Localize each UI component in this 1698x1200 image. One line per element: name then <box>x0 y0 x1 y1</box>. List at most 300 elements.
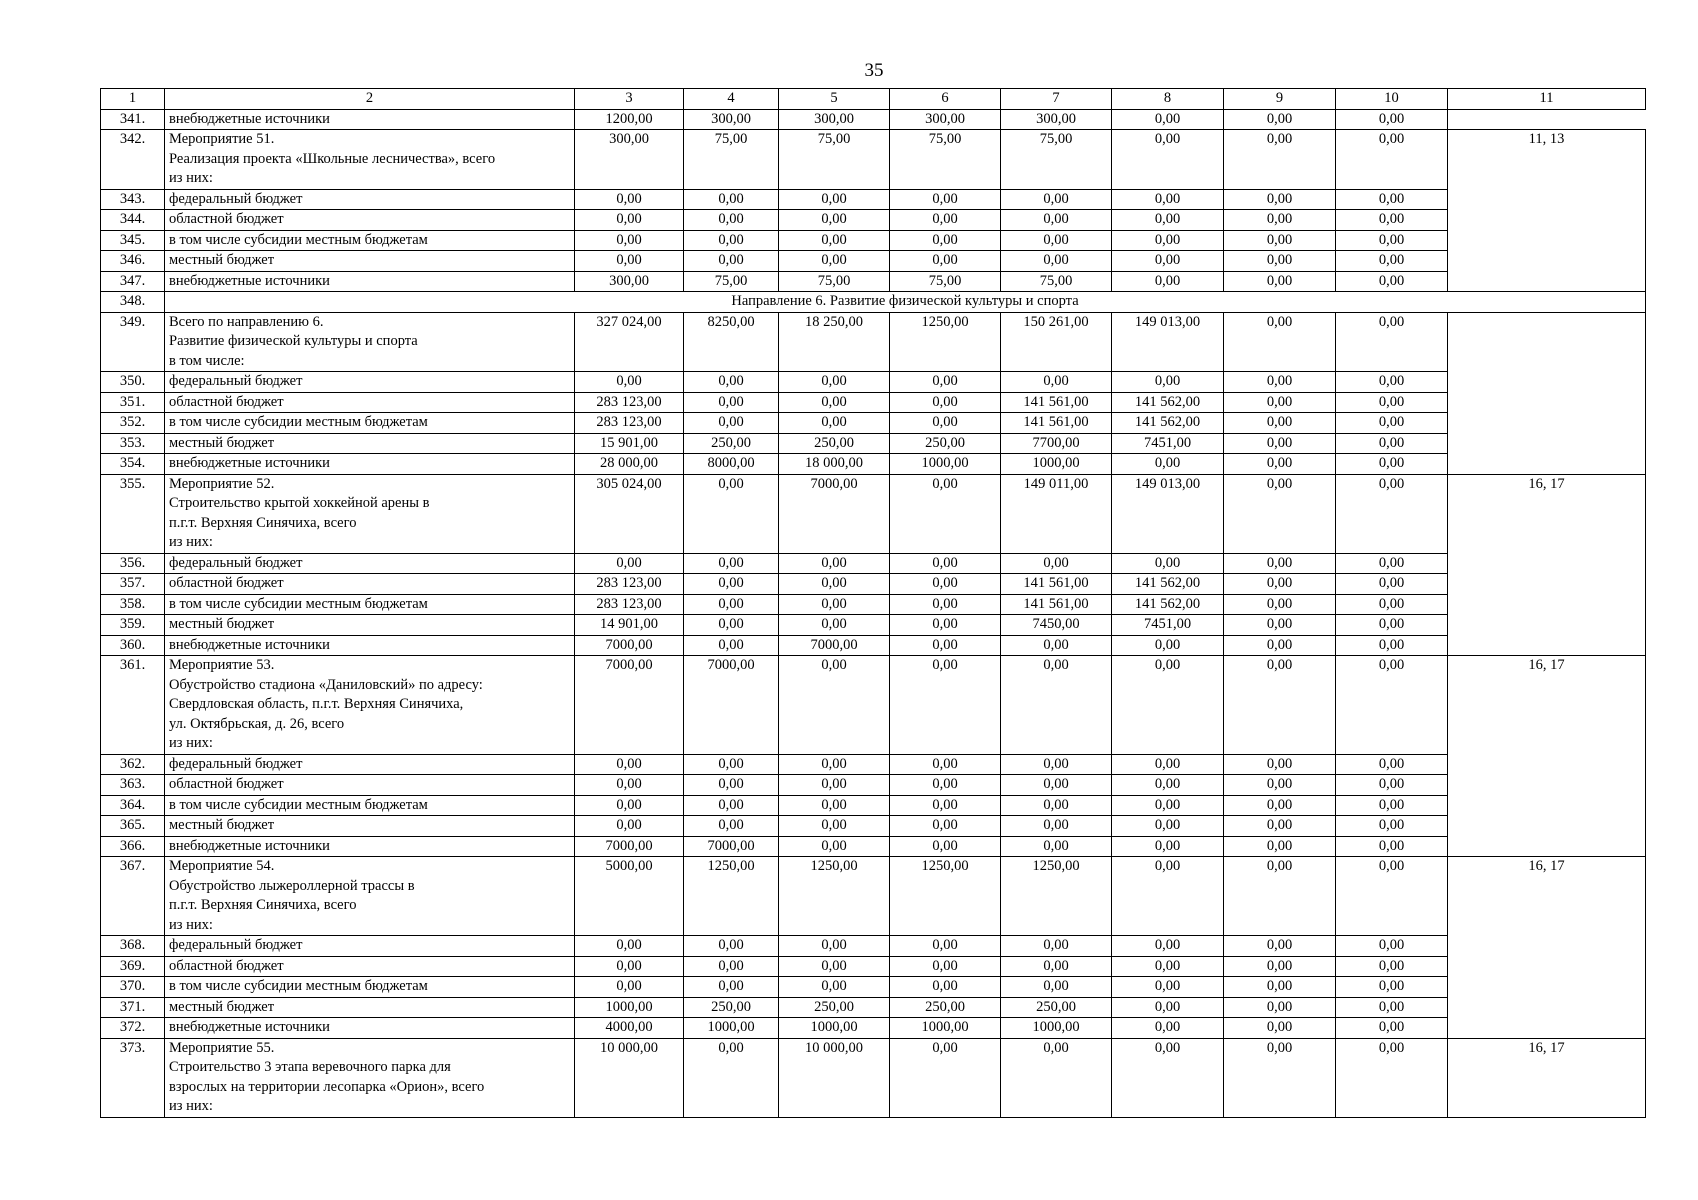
value-cell: 28 000,00 <box>575 454 684 475</box>
value-cell: 0,00 <box>575 754 684 775</box>
value-cell: 0,00 <box>1224 251 1336 272</box>
table-row <box>101 956 1646 977</box>
row-number: 359. <box>101 615 165 636</box>
row-name <box>165 433 575 454</box>
row-number: 346. <box>101 251 165 272</box>
value-cell: 1250,00 <box>779 857 890 936</box>
value-cell: 0,00 <box>1112 1018 1224 1039</box>
value-cell: 0,00 <box>1001 775 1112 796</box>
table-row <box>101 433 1646 454</box>
value-cell: 0,00 <box>1001 372 1112 393</box>
value-cell: 18 000,00 <box>779 454 890 475</box>
value-cell: 0,00 <box>1224 210 1336 231</box>
value-cell: 283 123,00 <box>575 594 684 615</box>
value-cell: 0,00 <box>1112 754 1224 775</box>
value-cell: 1000,00 <box>779 1018 890 1039</box>
table-row <box>101 615 1646 636</box>
value-cell: 0,00 <box>1112 553 1224 574</box>
value-cell: 0,00 <box>890 474 1001 553</box>
value-cell: 0,00 <box>575 189 684 210</box>
value-cell: 0,00 <box>890 392 1001 413</box>
value-cell: 149 013,00 <box>1112 474 1224 553</box>
table-row <box>101 656 1646 755</box>
row-number: 347. <box>101 271 165 292</box>
value-cell: 0,00 <box>1224 977 1336 998</box>
row-name-line: Реализация проекта «Школьные лесничества», всего <box>169 150 496 167</box>
value-cell: 0,00 <box>684 372 779 393</box>
value-cell: 0,00 <box>1336 433 1448 454</box>
row-name <box>165 130 575 190</box>
column-header: 10 <box>1336 89 1448 110</box>
value-cell: 7000,00 <box>575 656 684 755</box>
row-name <box>165 189 575 210</box>
value-cell: 0,00 <box>1001 1038 1112 1117</box>
value-cell: 0,00 <box>1112 109 1224 130</box>
value-cell: 0,00 <box>1112 795 1224 816</box>
value-cell: 0,00 <box>684 816 779 837</box>
value-cell: 0,00 <box>1336 754 1448 775</box>
row-name-line: федеральный бюджет <box>169 554 303 571</box>
value-cell: 75,00 <box>890 271 1001 292</box>
value-cell: 0,00 <box>1224 474 1336 553</box>
table-row <box>101 454 1646 475</box>
value-cell: 0,00 <box>779 775 890 796</box>
value-cell: 0,00 <box>684 392 779 413</box>
row-name-line: местный бюджет <box>169 434 275 451</box>
value-cell: 0,00 <box>1112 210 1224 231</box>
value-cell: 305 024,00 <box>575 474 684 553</box>
row-name-line: Мероприятие 52. <box>169 475 275 492</box>
value-cell: 0,00 <box>1112 271 1224 292</box>
row-number: 361. <box>101 656 165 755</box>
value-cell: 0,00 <box>890 836 1001 857</box>
row-name <box>165 977 575 998</box>
value-cell: 0,00 <box>779 956 890 977</box>
value-cell: 0,00 <box>1224 656 1336 755</box>
row-name-line: Мероприятие 53. <box>169 657 275 673</box>
value-cell: 0,00 <box>779 251 890 272</box>
value-cell: 0,00 <box>890 936 1001 957</box>
value-cell: 0,00 <box>890 574 1001 595</box>
value-cell: 1000,00 <box>684 1018 779 1039</box>
value-cell: 1250,00 <box>684 857 779 936</box>
column-header: 6 <box>890 89 1001 110</box>
direction-row <box>101 292 1646 313</box>
row-name-line: федеральный бюджет <box>169 373 303 389</box>
value-cell: 0,00 <box>1112 775 1224 796</box>
value-cell: 0,00 <box>684 635 779 656</box>
value-cell: 7700,00 <box>1001 433 1112 454</box>
value-cell: 283 123,00 <box>575 413 684 434</box>
value-cell: 0,00 <box>890 656 1001 755</box>
column-header: 2 <box>165 89 575 110</box>
row-name <box>165 857 575 936</box>
target-indicator-cell: 16, 17 <box>1448 656 1646 857</box>
value-cell: 0,00 <box>1112 251 1224 272</box>
value-cell: 0,00 <box>1336 936 1448 957</box>
row-name-line: внебюджетные источники <box>169 272 330 289</box>
value-cell: 0,00 <box>1224 372 1336 393</box>
value-cell: 0,00 <box>1224 189 1336 210</box>
row-name-line: из них: <box>169 534 213 550</box>
row-number: 358. <box>101 594 165 615</box>
row-name-line: ул. Октябрьская, д. 26, всего <box>169 715 345 732</box>
row-number: 364. <box>101 795 165 816</box>
row-name-line: федеральный бюджет <box>169 755 303 772</box>
row-number: 354. <box>101 454 165 475</box>
value-cell: 300,00 <box>684 109 779 130</box>
row-number: 370. <box>101 977 165 998</box>
value-cell: 7451,00 <box>1112 433 1224 454</box>
row-number: 350. <box>101 372 165 393</box>
value-cell: 0,00 <box>1224 433 1336 454</box>
value-cell: 0,00 <box>684 251 779 272</box>
value-cell: 0,00 <box>1001 635 1112 656</box>
value-cell: 0,00 <box>1224 816 1336 837</box>
value-cell: 0,00 <box>1001 553 1112 574</box>
value-cell: 0,00 <box>1336 615 1448 636</box>
column-header: 8 <box>1112 89 1224 110</box>
value-cell: 283 123,00 <box>575 574 684 595</box>
target-indicator-cell: 11, 13 <box>1448 130 1646 292</box>
row-number: 366. <box>101 836 165 857</box>
value-cell: 0,00 <box>1336 775 1448 796</box>
row-name <box>165 312 575 372</box>
table-row <box>101 816 1646 837</box>
value-cell: 1200,00 <box>575 109 684 130</box>
value-cell: 250,00 <box>890 997 1001 1018</box>
table-row <box>101 936 1646 957</box>
value-cell: 0,00 <box>575 936 684 957</box>
value-cell: 0,00 <box>779 230 890 251</box>
table-row <box>101 1038 1646 1117</box>
column-header: 3 <box>575 89 684 110</box>
value-cell: 0,00 <box>1112 372 1224 393</box>
row-name-line: из них: <box>169 916 213 933</box>
column-header: 4 <box>684 89 779 110</box>
value-cell: 0,00 <box>779 977 890 998</box>
row-number: 360. <box>101 635 165 656</box>
row-name-line: п.г.т. Верхняя Синячиха, всего <box>169 897 357 913</box>
value-cell: 7451,00 <box>1112 615 1224 636</box>
value-cell: 0,00 <box>1224 594 1336 615</box>
value-cell: 0,00 <box>1112 857 1224 936</box>
value-cell: 0,00 <box>1336 271 1448 292</box>
row-name <box>165 210 575 231</box>
value-cell: 0,00 <box>1336 997 1448 1018</box>
row-name-line: п.г.т. Верхняя Синячиха, всего <box>169 514 357 531</box>
value-cell: 7000,00 <box>684 656 779 755</box>
row-number: 349. <box>101 312 165 372</box>
value-cell: 1000,00 <box>890 454 1001 475</box>
value-cell: 0,00 <box>575 816 684 837</box>
value-cell: 5000,00 <box>575 857 684 936</box>
row-name-line: областной бюджет <box>169 575 284 591</box>
value-cell: 0,00 <box>779 189 890 210</box>
table-row <box>101 754 1646 775</box>
value-cell: 0,00 <box>779 754 890 775</box>
value-cell: 1250,00 <box>890 857 1001 936</box>
value-cell: 0,00 <box>1112 816 1224 837</box>
value-cell: 0,00 <box>575 956 684 977</box>
value-cell: 0,00 <box>890 956 1001 977</box>
row-name <box>165 615 575 636</box>
row-name-line: Мероприятие 55. <box>169 1039 275 1056</box>
row-name-line: местный бюджет <box>169 616 275 632</box>
value-cell: 0,00 <box>890 413 1001 434</box>
table-row <box>101 251 1646 272</box>
value-cell: 0,00 <box>684 615 779 636</box>
budget-table <box>100 88 1646 1118</box>
table-row <box>101 130 1646 190</box>
value-cell: 0,00 <box>1224 553 1336 574</box>
value-cell: 0,00 <box>890 372 1001 393</box>
row-name <box>165 795 575 816</box>
value-cell: 0,00 <box>1336 956 1448 977</box>
value-cell: 250,00 <box>684 997 779 1018</box>
row-name-line: Строительство 3 этапа веревочного парка для <box>169 1059 451 1075</box>
row-name-line: федеральный бюджет <box>169 937 303 953</box>
row-number: 372. <box>101 1018 165 1039</box>
value-cell: 7000,00 <box>779 635 890 656</box>
value-cell: 0,00 <box>575 372 684 393</box>
table-row <box>101 997 1646 1018</box>
table-row <box>101 635 1646 656</box>
value-cell: 300,00 <box>575 271 684 292</box>
value-cell: 0,00 <box>1112 836 1224 857</box>
row-name <box>165 251 575 272</box>
value-cell: 283 123,00 <box>575 392 684 413</box>
value-cell: 141 562,00 <box>1112 392 1224 413</box>
row-name-line: внебюджетные источники <box>169 110 330 127</box>
value-cell: 0,00 <box>1336 1038 1448 1117</box>
value-cell: 1250,00 <box>890 312 1001 372</box>
value-cell: 0,00 <box>1001 754 1112 775</box>
table-row <box>101 594 1646 615</box>
value-cell: 0,00 <box>684 956 779 977</box>
value-cell: 0,00 <box>779 574 890 595</box>
value-cell: 7000,00 <box>684 836 779 857</box>
row-number: 341. <box>101 109 165 130</box>
row-name-line: внебюджетные источники <box>169 636 330 653</box>
value-cell: 0,00 <box>684 775 779 796</box>
value-cell: 250,00 <box>1001 997 1112 1018</box>
column-header: 9 <box>1224 89 1336 110</box>
value-cell: 7000,00 <box>575 635 684 656</box>
value-cell: 0,00 <box>684 230 779 251</box>
value-cell: 0,00 <box>575 795 684 816</box>
table-row <box>101 189 1646 210</box>
table-row <box>101 1018 1646 1039</box>
value-cell: 250,00 <box>684 433 779 454</box>
row-number: 363. <box>101 775 165 796</box>
value-cell: 0,00 <box>1001 836 1112 857</box>
value-cell: 141 562,00 <box>1112 594 1224 615</box>
value-cell: 0,00 <box>575 230 684 251</box>
value-cell: 141 561,00 <box>1001 392 1112 413</box>
column-header: 11 <box>1448 89 1646 110</box>
value-cell: 141 561,00 <box>1001 594 1112 615</box>
row-number: 357. <box>101 574 165 595</box>
value-cell: 0,00 <box>684 189 779 210</box>
value-cell: 10 000,00 <box>575 1038 684 1117</box>
row-number: 348. <box>101 292 165 313</box>
row-name <box>165 1018 575 1039</box>
row-number: 369. <box>101 956 165 977</box>
row-name-line: Мероприятие 54. <box>169 858 275 874</box>
value-cell: 0,00 <box>1112 454 1224 475</box>
value-cell: 0,00 <box>1224 454 1336 475</box>
value-cell: 14 901,00 <box>575 615 684 636</box>
value-cell: 0,00 <box>779 795 890 816</box>
row-name <box>165 392 575 413</box>
row-name-line: местный бюджет <box>169 998 275 1015</box>
value-cell: 0,00 <box>575 210 684 231</box>
value-cell: 0,00 <box>1336 594 1448 615</box>
value-cell: 0,00 <box>1336 454 1448 475</box>
row-name-line: из них: <box>169 170 213 186</box>
value-cell: 0,00 <box>890 594 1001 615</box>
value-cell: 0,00 <box>1001 210 1112 231</box>
value-cell: 0,00 <box>890 795 1001 816</box>
value-cell: 0,00 <box>1224 754 1336 775</box>
value-cell: 327 024,00 <box>575 312 684 372</box>
row-name <box>165 956 575 977</box>
target-indicator-cell: 16, 17 <box>1448 857 1646 1039</box>
row-name-line: внебюджетные источники <box>169 837 330 854</box>
value-cell: 250,00 <box>890 433 1001 454</box>
value-cell: 0,00 <box>1336 392 1448 413</box>
value-cell: 0,00 <box>1336 413 1448 434</box>
value-cell: 0,00 <box>890 615 1001 636</box>
value-cell: 1250,00 <box>1001 857 1112 936</box>
row-number: 365. <box>101 816 165 837</box>
value-cell: 0,00 <box>1336 836 1448 857</box>
value-cell: 0,00 <box>1112 1038 1224 1117</box>
row-name <box>165 1038 575 1117</box>
row-name <box>165 775 575 796</box>
target-indicator-cell: 16, 17 <box>1448 1038 1646 1117</box>
value-cell: 0,00 <box>1224 1038 1336 1117</box>
value-cell: 0,00 <box>890 251 1001 272</box>
table-row <box>101 795 1646 816</box>
value-cell: 0,00 <box>684 977 779 998</box>
value-cell: 75,00 <box>890 130 1001 190</box>
value-cell: 0,00 <box>1336 312 1448 372</box>
value-cell: 0,00 <box>684 474 779 553</box>
value-cell: 0,00 <box>890 230 1001 251</box>
value-cell: 0,00 <box>684 936 779 957</box>
value-cell: 0,00 <box>1224 956 1336 977</box>
row-number: 353. <box>101 433 165 454</box>
value-cell: 7450,00 <box>1001 615 1112 636</box>
column-header: 7 <box>1001 89 1112 110</box>
value-cell: 0,00 <box>1112 656 1224 755</box>
value-cell: 8000,00 <box>684 454 779 475</box>
value-cell: 0,00 <box>1224 795 1336 816</box>
target-indicator-cell: 16, 17 <box>1448 474 1646 656</box>
row-name-line: Свердловская область, п.г.т. Верхняя Синячиха, <box>169 696 464 712</box>
value-cell: 0,00 <box>1336 372 1448 393</box>
value-cell: 0,00 <box>1336 251 1448 272</box>
value-cell: 75,00 <box>1001 130 1112 190</box>
row-name <box>165 635 575 656</box>
row-name-line: внебюджетные источники <box>169 1019 330 1035</box>
table-row <box>101 775 1646 796</box>
value-cell: 0,00 <box>779 392 890 413</box>
value-cell: 300,00 <box>1001 109 1112 130</box>
value-cell: 0,00 <box>1224 857 1336 936</box>
value-cell: 141 561,00 <box>1001 574 1112 595</box>
row-number: 373. <box>101 1038 165 1117</box>
row-number: 351. <box>101 392 165 413</box>
value-cell: 149 011,00 <box>1001 474 1112 553</box>
value-cell: 300,00 <box>779 109 890 130</box>
row-name <box>165 109 575 130</box>
table-row <box>101 372 1646 393</box>
value-cell: 0,00 <box>1001 977 1112 998</box>
value-cell: 0,00 <box>684 413 779 434</box>
row-name-line: Обустройство стадиона «Даниловский» по адресу: <box>169 676 483 693</box>
value-cell: 0,00 <box>1224 635 1336 656</box>
row-name-line: Всего по направлению 6. <box>169 313 324 330</box>
row-name-line: Строительство крытой хоккейной арены в <box>169 495 430 511</box>
row-number: 367. <box>101 857 165 936</box>
value-cell: 0,00 <box>1224 574 1336 595</box>
value-cell: 0,00 <box>1224 997 1336 1018</box>
value-cell: 0,00 <box>1001 656 1112 755</box>
value-cell: 0,00 <box>1001 189 1112 210</box>
value-cell: 141 561,00 <box>1001 413 1112 434</box>
value-cell: 0,00 <box>890 775 1001 796</box>
value-cell: 75,00 <box>684 130 779 190</box>
value-cell: 0,00 <box>890 553 1001 574</box>
value-cell: 0,00 <box>1112 936 1224 957</box>
value-cell: 75,00 <box>779 130 890 190</box>
value-cell: 0,00 <box>1112 977 1224 998</box>
value-cell: 0,00 <box>890 816 1001 837</box>
value-cell: 0,00 <box>1336 130 1448 190</box>
value-cell: 0,00 <box>1336 210 1448 231</box>
value-cell: 0,00 <box>1336 230 1448 251</box>
row-name <box>165 936 575 957</box>
row-number: 342. <box>101 130 165 190</box>
row-name-line: Развитие физической культуры и спорта <box>169 333 418 349</box>
value-cell: 0,00 <box>1224 271 1336 292</box>
value-cell: 141 562,00 <box>1112 574 1224 595</box>
value-cell: 0,00 <box>1001 936 1112 957</box>
value-cell: 0,00 <box>1336 816 1448 837</box>
row-name-line: из них: <box>169 1098 213 1114</box>
value-cell: 0,00 <box>1224 130 1336 190</box>
value-cell: 300,00 <box>575 130 684 190</box>
direction-title: Направление 6. Развитие физической культуры и спорта <box>165 292 1646 313</box>
value-cell: 0,00 <box>1001 230 1112 251</box>
value-cell: 0,00 <box>1336 857 1448 936</box>
row-number: 345. <box>101 230 165 251</box>
row-number: 371. <box>101 997 165 1018</box>
table-row <box>101 413 1646 434</box>
value-cell: 0,00 <box>890 1038 1001 1117</box>
value-cell: 0,00 <box>890 210 1001 231</box>
row-name <box>165 594 575 615</box>
value-cell: 0,00 <box>1336 109 1448 130</box>
value-cell: 0,00 <box>1224 615 1336 636</box>
table-row <box>101 392 1646 413</box>
value-cell: 0,00 <box>1112 130 1224 190</box>
value-cell: 0,00 <box>1336 474 1448 553</box>
table-row <box>101 836 1646 857</box>
